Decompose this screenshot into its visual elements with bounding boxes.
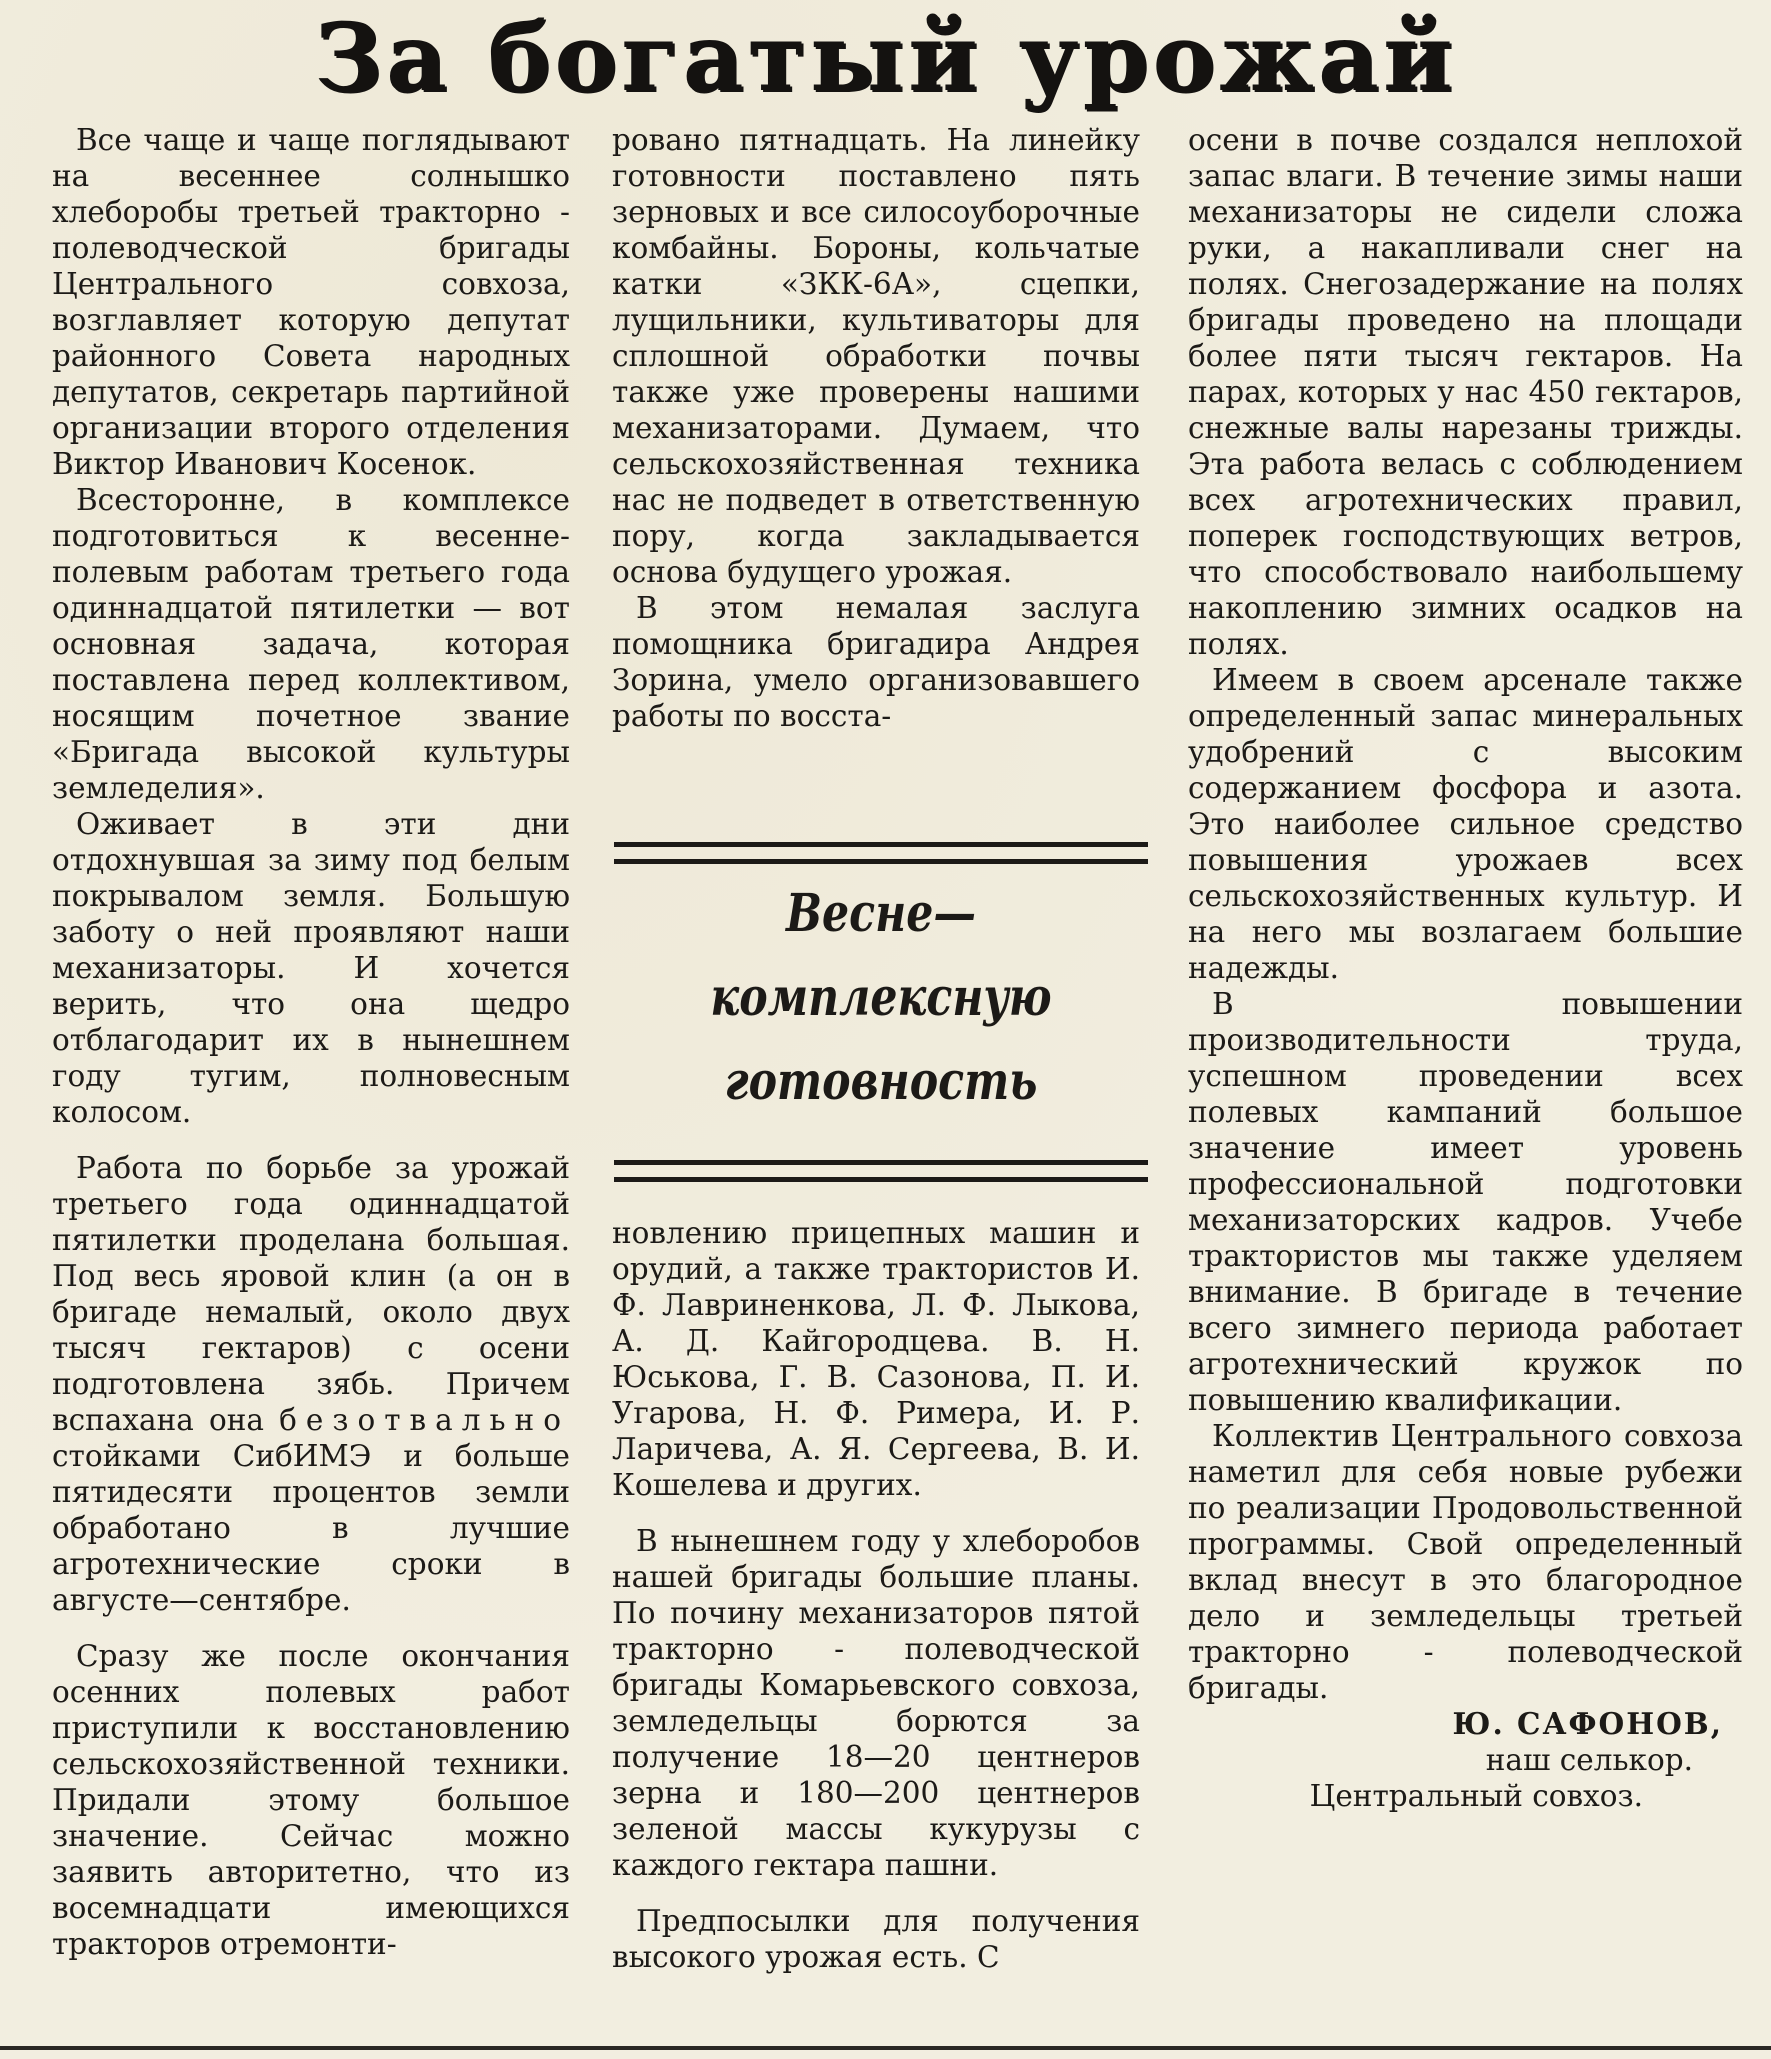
rubric-rule-bottom [614, 1160, 1148, 1182]
paragraph: Оживает в эти дни отдохнувшая за зиму под белым покрывалом земля. Большую заботу о ней проявляют наши механизаторы. И хочется верить, что она щедро отблагодарит их в нынешнем году тугим, полновесным колосом. [52, 807, 570, 1129]
rubric-line: готовность [724, 1051, 1038, 1112]
article-column-1 [52, 122, 570, 1962]
paragraph: Предпосылки для получения высокого урожая есть. С [612, 1904, 1140, 1974]
rubric-line: Весне— [785, 883, 976, 944]
paragraph [52, 1150, 570, 1618]
paragraph: ровано пятнадцать. На линейку готовности поставлено пять зерновых и все силосоуборочные комбайны. Бороны, кольчатые катки «ЗКК-6А», сцепки, лущильники, культиваторы для сплошной обработки почвы также уже проверены нашими механизаторами. Думаем, что сельскохозяйственная техника нас не подведет в ответственную пору, когда закладывается основа будущего урожая. [612, 123, 1140, 589]
paragraph: новлению прицепных машин и орудий, а также трактористов И. Ф. Лавриненкова, Л. Ф. Лыкова, А. Д. Кайгородцева. В. Н. Юськова, Г. В. Сазонова, П. И. Угарова, Н. Ф. Римера, И. Р. Ларичева, А. Я. Сергеева, В. И. Кошелева и других. [612, 1216, 1140, 1502]
article-column-3 [1188, 122, 1743, 1814]
author-role: наш селькор. [1485, 1743, 1693, 1777]
paragraph: В этом немалая заслуга помощника бригадира Андрея Зорина, умело организовавшего работы по восста- [612, 591, 1140, 733]
paragraph: Всесторонне, в комплексе подготовиться к весенне-полевым работам третьего года одиннадцатой пятилетки — вот основная задача, которая поставлена перед коллективом, носящим почетное звание «Бригада высокой культуры земледелия». [52, 483, 570, 805]
rubric-rule-top [614, 842, 1148, 864]
bottom-border [0, 2046, 1771, 2050]
article-column-2-bottom [612, 1215, 1140, 1975]
rubric-line: комплексную [710, 967, 1052, 1028]
article-column-2-top [612, 122, 1140, 734]
paragraph: В нынешнем году у хлеборобов нашей бригады большие планы. По почину механизаторов пятой тракторно - полеводческой бригады Комарьевского совхоза, земледельцы борются за получение 18—20 центнеров зерна и 180—200 центнеров зеленой массы кукурузы с каждого гектара пашни. [612, 1524, 1140, 1882]
paragraph: В повышении производительности труда, успешном проведении всех полевых кампаний большое значение имеет уровень профессиональной подготовки механизаторских кадров. Учебе трактористов мы также уделяем внимание. В бригаде в течение всего зимнего периода работает агротехнический кружок по повышению квалификации. [1188, 987, 1743, 1417]
paragraph-text: Работа по борьбе за урожай третьего года одиннадцатой пятилетки проделана большая. Под весь яровой клин (а он в бригаде немалый, около двух тысяч гектаров) с осени подготовлена зябь. Причем вспахана она [52, 1151, 570, 1437]
paragraph: Имеем в своем арсенале также определенный запас минеральных удобрений с высоким содержанием фосфора и азота. Это наиболее сильное средство повышения урожаев всех сельскохозяйственных культур. И на него мы возлагаем большие надежды. [1188, 663, 1743, 985]
author-name: Ю. САФОНОВ, [1452, 1706, 1723, 1741]
rubric-title [662, 872, 1100, 1152]
spaced-word: безотвально [279, 1403, 570, 1437]
headline: За богатый урожай [314, 3, 1457, 113]
paragraph: осени в почве создался неплохой запас влаги. В течение зимы наши механизаторы не сидели сложа руки, а накапливали снег на полях. Снегозадержание на полях бригады проведено на площади более пяти тысяч гектаров. На парах, которых у нас 450 гектаров, снежные валы нарезаны трижды. Эта работа велась с соблюдением всех агротехнических правил, поперек господствующих ветров, что способствовало наибольшему накоплению зимних осадков на полях. [1188, 123, 1743, 661]
paragraph: Сразу же после окончания осенних полевых работ приступили к восстановлению сельскохозяйственной техники. Придали этому большое значение. Сейчас можно заявить авторитетно, что из восемнадцати имеющихся тракторов отремонти- [52, 1639, 570, 1961]
paragraph: Все чаще и чаще поглядывают на весеннее солнышко хлеборобы третьей тракторно - полеводческой бригады Центрального совхоза, возглавляет которую депутат районного Совета народных депутатов, секретарь партийной организации второго отделения Виктор Иванович Косенок. [52, 123, 570, 481]
author-place: Центральный совхоз. [1309, 1779, 1643, 1813]
paragraph: Коллектив Центрального совхоза наметил для себя новые рубежи по реализации Продовольственной программы. Свой определенный вклад внесут в это благородное дело и земледельцы третьей тракторно - полеводческой бригады. [1188, 1419, 1743, 1705]
paragraph-text: стойками СибИМЭ и больше пятидесяти процентов земли обработано в лучшие агротехнические сроки в августе—сентябре. [52, 1439, 570, 1617]
